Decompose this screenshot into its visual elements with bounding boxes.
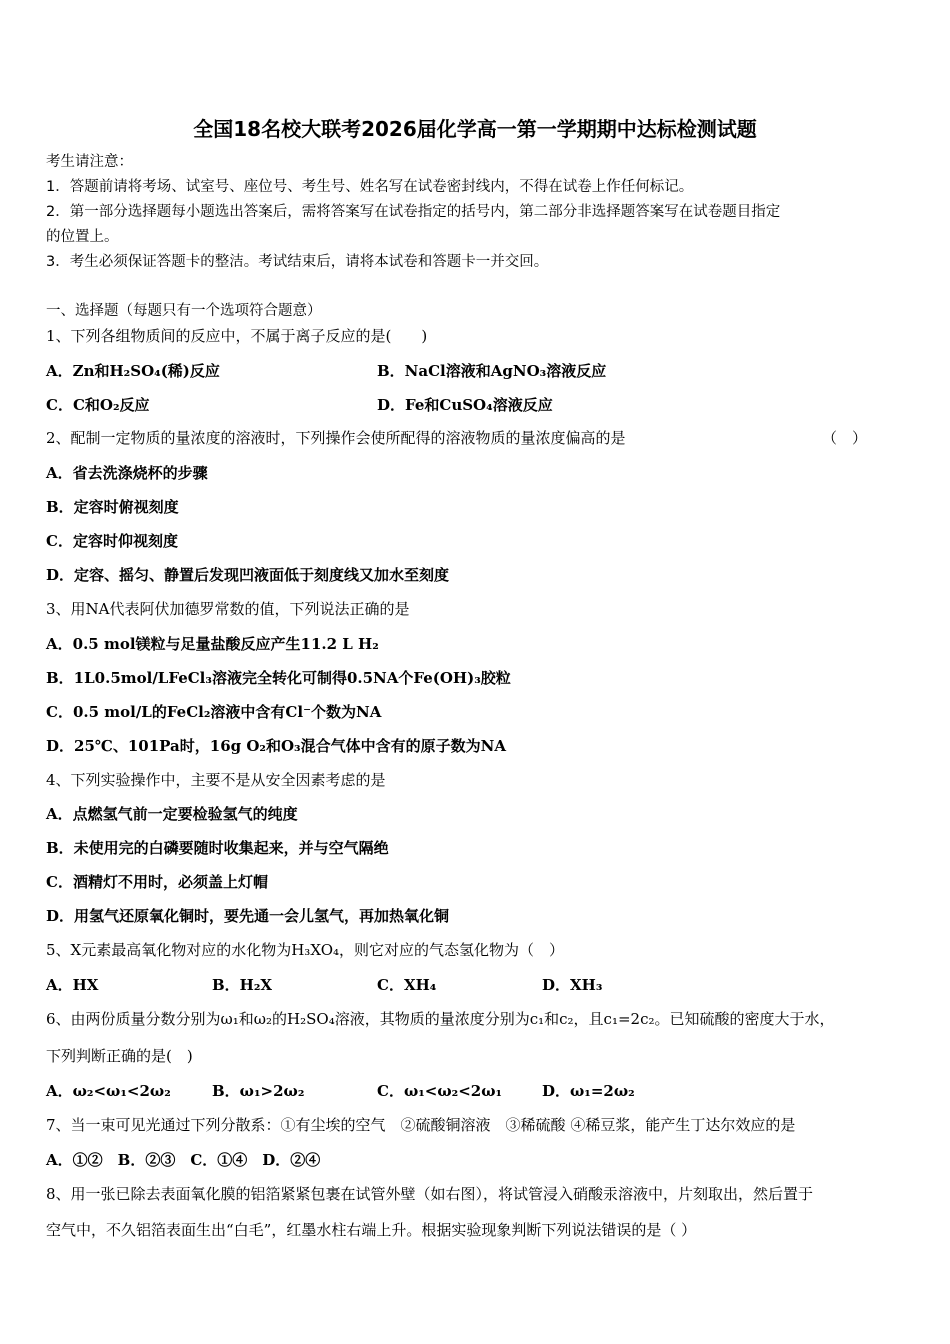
q4-stem: 4、下列实验操作中，主要不是从安全因素考虑的是 [46, 771, 386, 789]
q2-option-b: B．定容时俯视刻度 [46, 498, 179, 516]
q6-option-c: C．ω₁<ω₂<2ω₁ [377, 1082, 503, 1100]
q3-option-c: C．0.5 mol/L的FeCl₂溶液中含有Cl⁻个数为NA [46, 703, 382, 721]
q1-option-b: B．NaCl溶液和AgNO₃溶液反应 [377, 362, 607, 380]
q3-stem: 3、用NA代表阿伏加德罗常数的值，下列说法正确的是 [46, 600, 410, 618]
exam-title: 全国18名校大联考2026届化学高一第一学期期中达标检测试题 [193, 117, 757, 141]
q1-stem: 1、下列各组物质间的反应中，不属于离子反应的是( ) [46, 327, 428, 345]
q6-stem-cont: 下列判断正确的是( ) [46, 1047, 193, 1065]
q5-option-c: C．XH₄ [377, 976, 437, 994]
q5-option-a: A．HX [46, 976, 99, 994]
notice-item-3: 3．考生必须保证答题卡的整洁。考试结束后，请将本试卷和答题卡一并交回。 [46, 254, 549, 270]
notice-heading: 考生请注意： [46, 154, 133, 170]
q7-stem: 7、当一束可见光通过下列分散系：①有尘埃的空气 ②硫酸铜溶液 ③稀硫酸 ④稀豆浆，能产生丁达尔效应的是 [46, 1116, 796, 1134]
q5-option-b: B．H₂X [212, 976, 273, 994]
q1-option-d: D．Fe和CuSO₄溶液反应 [377, 396, 553, 414]
section-heading: 一、选择题（每题只有一个选项符合题意） [46, 303, 322, 319]
notice-item-1: 1．答题前请将考场、试室号、座位号、考生号、姓名写在试卷密封线内，不得在试卷上作任何标记。 [46, 179, 694, 195]
q5-stem: 5、X元素最高氧化物对应的水化物为H₃XO₄，则它对应的气态氢化物为（ ） [46, 941, 565, 959]
q2-option-d: D．定容、摇匀、静置后发现凹液面低于刻度线又加水至刻度 [46, 566, 450, 584]
q4-option-d: D．用氢气还原氧化铜时，要先通一会儿氢气，再加热氧化铜 [46, 907, 450, 925]
q8-stem: 8、用一张已除去表面氧化膜的铝箔紧紧包裹在试管外壁（如右图），将试管浸入硝酸汞溶液中，片刻取出，然后置于 [46, 1185, 814, 1203]
notice-item-2: 2．第一部分选择题每小题选出答案后，需将答案写在试卷指定的括号内，第二部分非选择题答案写在试卷题目指定 [46, 204, 781, 220]
q8-stem-cont: 空气中，不久铝箔表面生出“白毛”，红墨水柱右端上升。根据实验现象判断下列说法错误的是（ ） [46, 1221, 697, 1239]
q4-option-b: B．未使用完的白磷要随时收集起来，并与空气隔绝 [46, 839, 389, 857]
q5-option-d: D．XH₃ [542, 976, 603, 994]
q1-option-c: C．C和O₂反应 [46, 396, 150, 414]
q3-option-b: B．1L0.5mol/LFeCl₃溶液完全转化可制得0.5NA个Fe(OH)₃胶粒 [46, 669, 511, 687]
q2-answer-paren: （ ） [822, 429, 868, 447]
q3-option-a: A．0.5 mol镁粒与足量盐酸反应产生11.2 L H₂ [46, 635, 379, 653]
notice-item-2-cont: 的位置上。 [46, 229, 119, 245]
q2-option-c: C．定容时仰视刻度 [46, 532, 178, 550]
q6-option-b: B．ω₁>2ω₂ [212, 1082, 305, 1100]
q6-stem: 6、由两份质量分数分别为ω₁和ω₂的H₂SO₄溶液，其物质的量浓度分别为c₁和c₂，且c₁=2c₂。已知硫酸的密度大于水， [46, 1010, 835, 1028]
q2-option-a: A．省去洗涤烧杯的步骤 [46, 464, 208, 482]
q4-option-c: C．酒精灯不用时，必须盖上灯帽 [46, 873, 268, 891]
q6-option-a: A．ω₂<ω₁<2ω₂ [46, 1082, 171, 1100]
q7-options: A．①② B．②③ C．①④ D．②④ [46, 1151, 321, 1169]
q4-option-a: A．点燃氢气前一定要检验氢气的纯度 [46, 805, 298, 823]
q3-option-d: D．25℃、101Pa时，16g O₂和O₃混合气体中含有的原子数为NA [46, 737, 506, 755]
q2-stem: 2、配制一定物质的量浓度的溶液时，下列操作会使所配得的溶液物质的量浓度偏高的是 [46, 429, 626, 447]
q6-option-d: D．ω₁=2ω₂ [542, 1082, 635, 1100]
q1-option-a: A．Zn和H₂SO₄(稀)反应 [46, 362, 220, 380]
